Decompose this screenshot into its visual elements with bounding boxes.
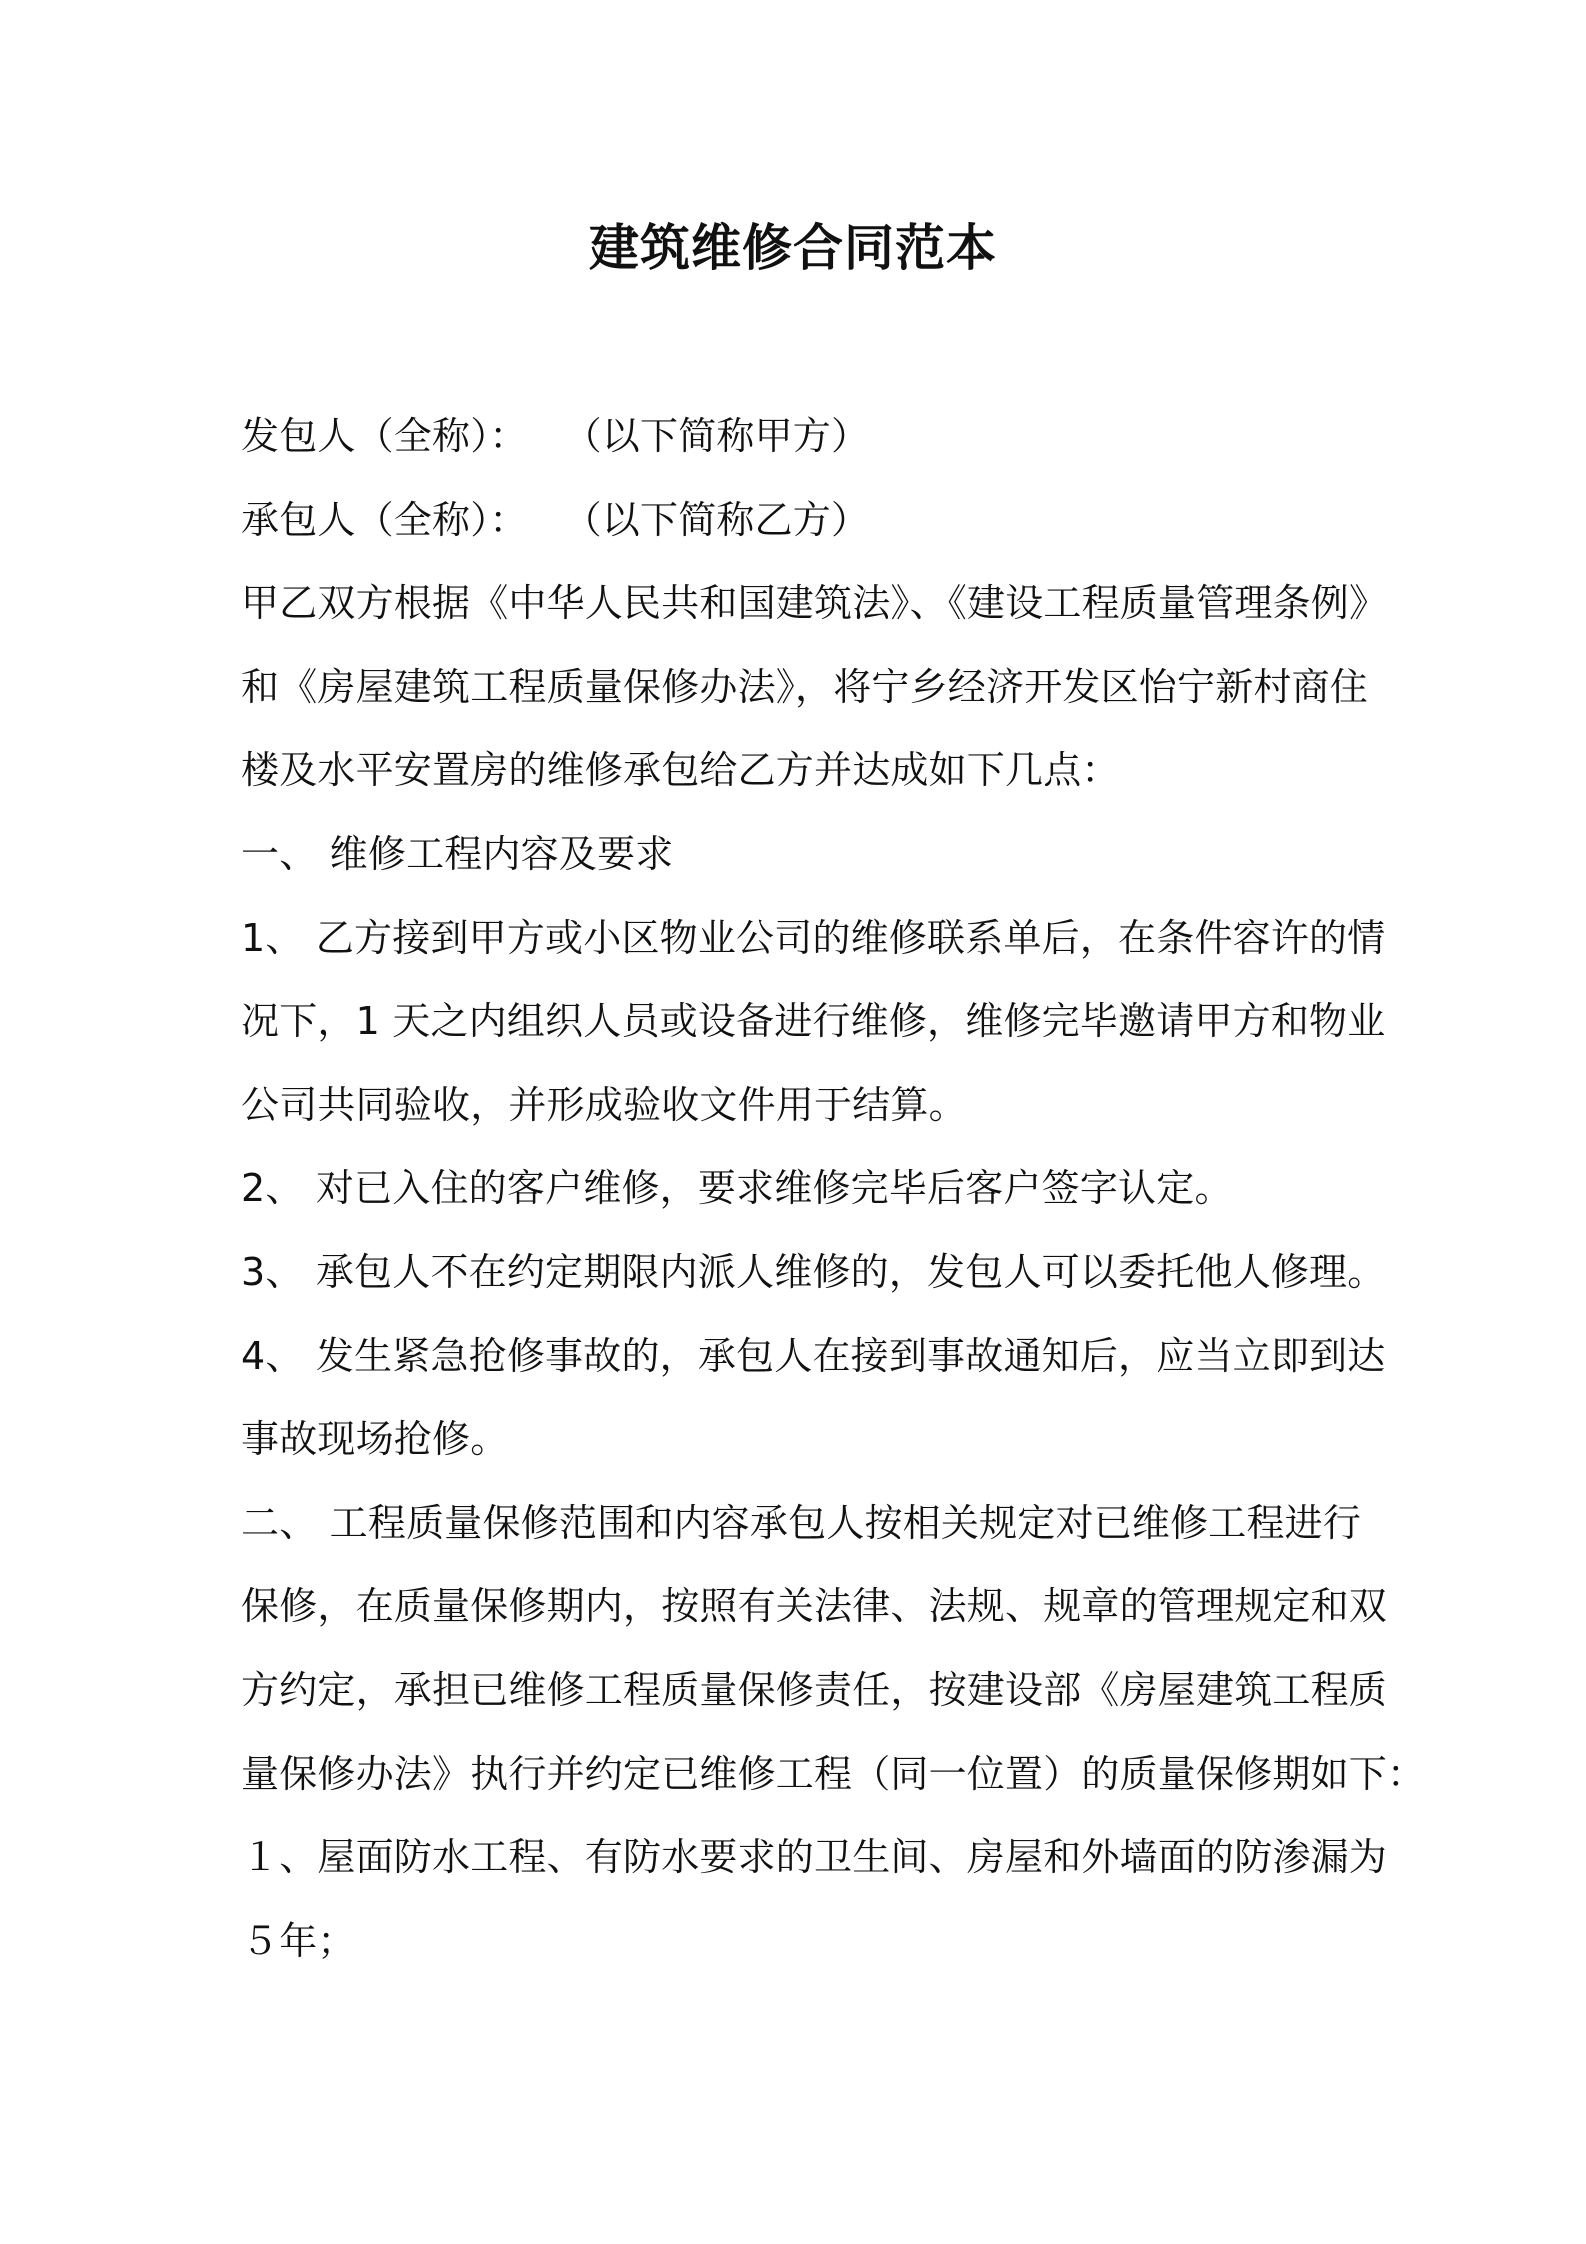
text-line: 楼及水平安置房的维修承包给乙方并达成如下几点：	[241, 748, 1120, 793]
text-line: 况下，1 天之内组织人员或设备进行维修，维修完毕邀请甲方和物业	[241, 999, 1386, 1044]
text-line: 4、 发生紧急抢修事故的，承包人在接到事故通知后，应当立即到达	[241, 1333, 1386, 1378]
text-line: 1、 乙方接到甲方或小区物业公司的维修联系单后，在条件容许的情	[241, 915, 1386, 960]
text-line: 和《房屋建筑工程质量保修办法》，将宁乡经济开发区怡宁新村商住	[241, 664, 1369, 709]
text-line: 保修，在质量保修期内，按照有关法律、法规、规章的管理规定和双	[241, 1584, 1388, 1629]
party-a-label: 发包人（全称）：	[241, 414, 528, 458]
text-line: 公司共同验收，并形成验收文件用于结算。	[241, 1082, 967, 1127]
text-line: 3、 承包人不在约定期限内派人维修的，发包人可以委托他人修理。	[241, 1249, 1386, 1294]
party-b-label: 承包人（全称）：	[241, 497, 528, 542]
text-line: ５年；	[241, 1918, 356, 1963]
party-b-line	[241, 479, 1361, 563]
text-line: 量保修办法》执行并约定已维修工程（同一位置）的质量保修期如下：	[241, 1751, 1426, 1796]
text-line: １、屋面防水工程、有防水要求的卫生间、房屋和外墙面的防渗漏为	[241, 1835, 1388, 1880]
party-a-line	[241, 395, 1361, 479]
party-a-note: （以下简称甲方）	[563, 414, 870, 458]
text-line: 甲乙双方根据《中华人民共和国建筑法》、《建设工程质量管理条例》	[241, 581, 1388, 626]
text-line: 方约定，承担已维修工程质量保修责任，按建设部《房屋建筑工程质	[241, 1667, 1388, 1712]
text-line: 事故现场抢修。	[241, 1417, 509, 1462]
text-line: 2、 对已入住的客户维修，要求维修完毕后客户签字认定。	[241, 1166, 1233, 1211]
document-body	[241, 395, 1426, 1983]
section-heading: 二、 工程质量保修范围和内容承包人按相关规定对已维修工程进行	[241, 1500, 1362, 1545]
party-b-note: （以下简称乙方）	[563, 497, 870, 542]
section-heading: 一、 维修工程内容及要求	[241, 831, 674, 876]
document-title: 建筑维修合同范本	[589, 219, 997, 277]
